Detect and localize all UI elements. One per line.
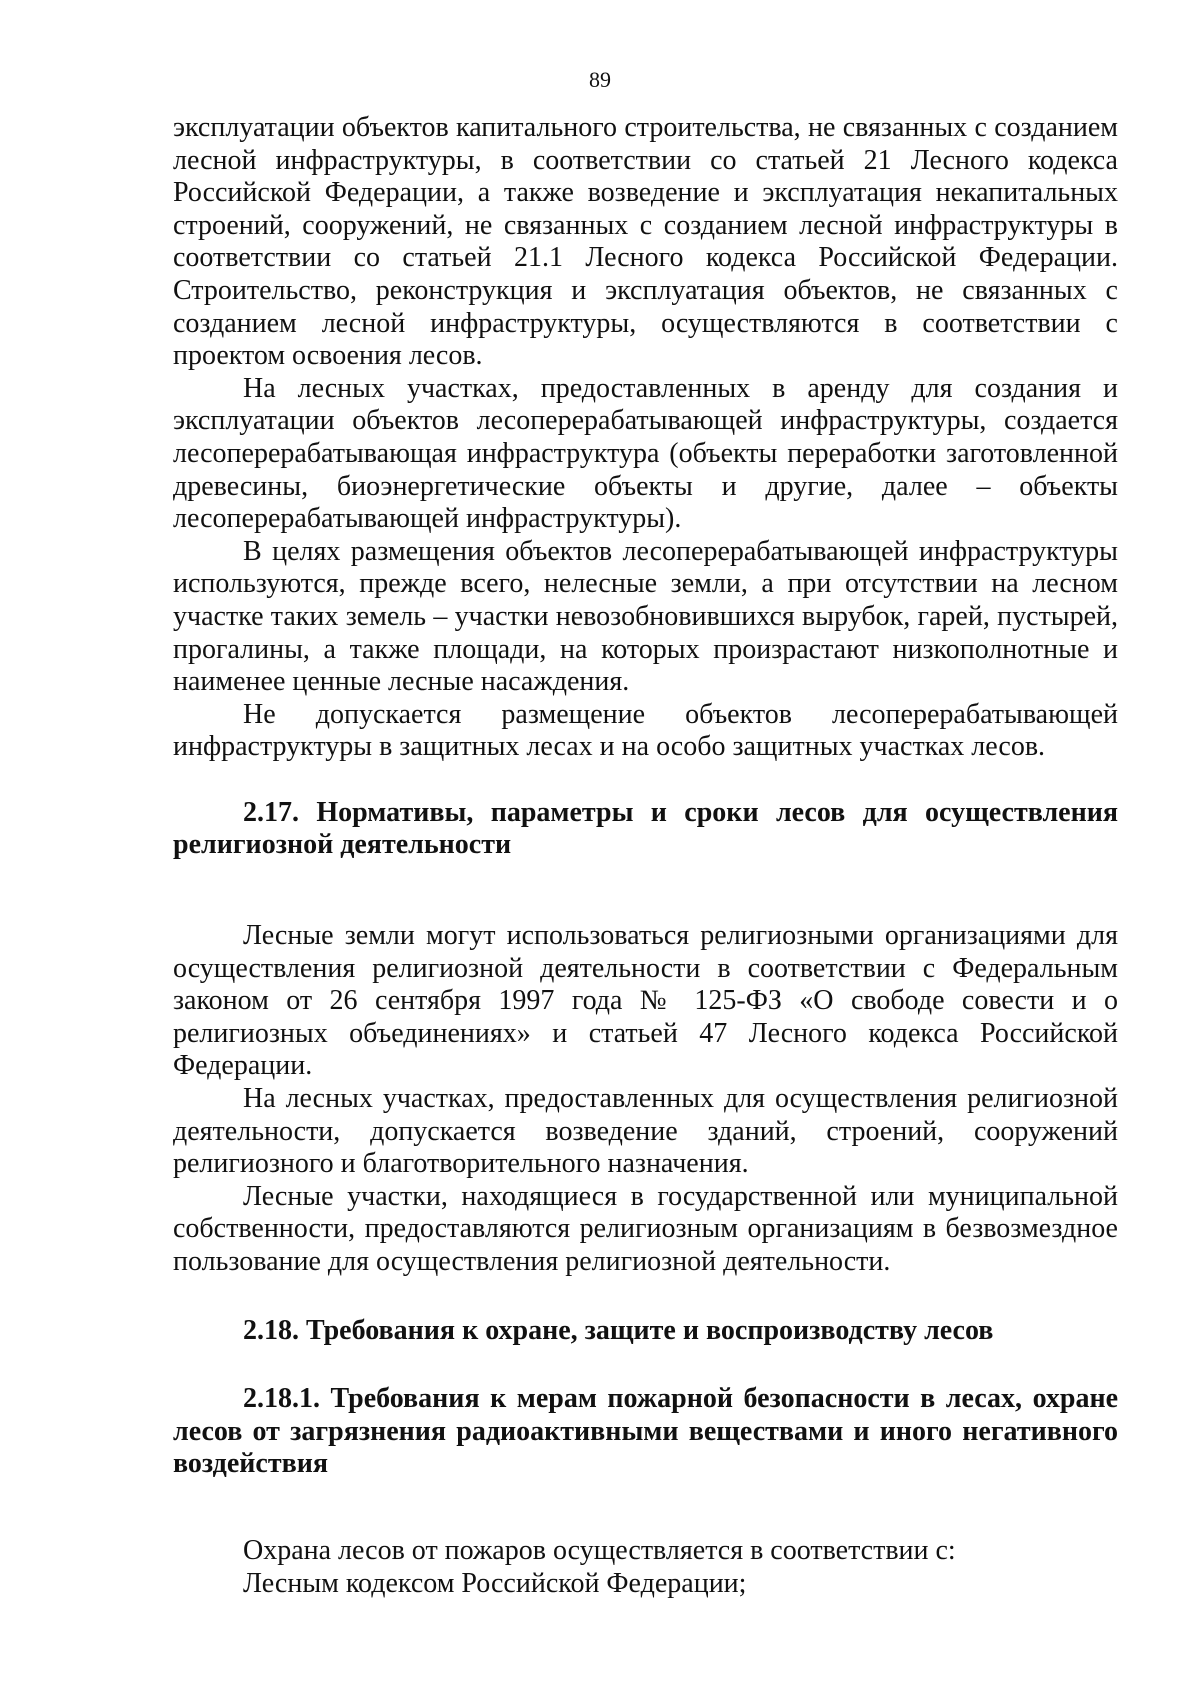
document-body — [173, 112, 1118, 1600]
paragraph: На лесных участках, предоставленных в аренду для создания и эксплуатации объектов лесоперерабатывающей инфраструктуры, создается лесоперерабатывающая инфраструктура (объекты переработки заготовленной древесины, биоэнергетические объекты и другие, далее – объекты лесоперерабатывающей инфраструктуры). — [173, 372, 1118, 535]
section-heading-2-17: 2.17. Нормативы, параметры и сроки лесов для осуществления религиозной деятельности — [173, 796, 1118, 861]
page-number: 89 — [589, 67, 611, 92]
section-heading-2-18: 2.18. Требования к охране, защите и воспроизводству лесов — [243, 1314, 994, 1346]
text-line: Охрана лесов от пожаров осуществляется в соответствии с: — [243, 1534, 956, 1566]
section-heading-2-18-1: 2.18.1. Требования к мерам пожарной безопасности в лесах, охране лесов от загрязнения радиоактивными веществами и иного негативного воздействия — [173, 1383, 1118, 1480]
paragraph: На лесных участках, предоставленных для осуществления религиозной деятельности, допускается возведение зданий, строений, сооружений религиозного и благотворительного назначения. — [173, 1083, 1118, 1180]
paragraph: эксплуатации объектов капитального строительства, не связанных с созданием лесной инфраструктуры, в соответствии со статьей 21 Лесного кодекса Российской Федерации, а также возведение и эксплуатация некапитальных строений, сооружений, не связанных с созданием лесной инфраструктуры в соответствии со статьей 21.1 Лесного кодекса Российской Федерации. Строительство, реконструкция и эксплуатация объектов, не связанных с созданием лесной инфраструктуры, осуществляются в соответствии с проектом освоения лесов. — [173, 112, 1118, 372]
paragraph: Лесные участки, находящиеся в государственной или муниципальной собственности, предоставляются религиозным организациям в безвозмездное пользование для осуществления религиозной деятельности. — [173, 1180, 1118, 1277]
text-line: Лесным кодексом Российской Федерации; — [243, 1567, 747, 1599]
paragraph: Не допускается размещение объектов лесоперерабатывающей инфраструктуры в защитных лесах и на особо защитных участках лесов. — [173, 698, 1118, 763]
paragraph: Лесные земли могут использоваться религиозными организациями для осуществления религиозной деятельности в соответствии с Федеральным законом от 26 сентября 1997 года № 125-ФЗ «О свободе совести и о религиозных объединениях» и статьей 47 Лесного кодекса Российской Федерации. — [173, 920, 1118, 1082]
paragraph: В целях размещения объектов лесоперерабатывающей инфраструктуры используются, прежде всего, нелесные земли, а при отсутствии на лесном участке таких земель – участки невозобновившихся вырубок, гарей, пустырей, прогалины, а также площади, на которых произрастают низкополнотные и наименее ценные лесные насаждения. — [173, 535, 1118, 698]
